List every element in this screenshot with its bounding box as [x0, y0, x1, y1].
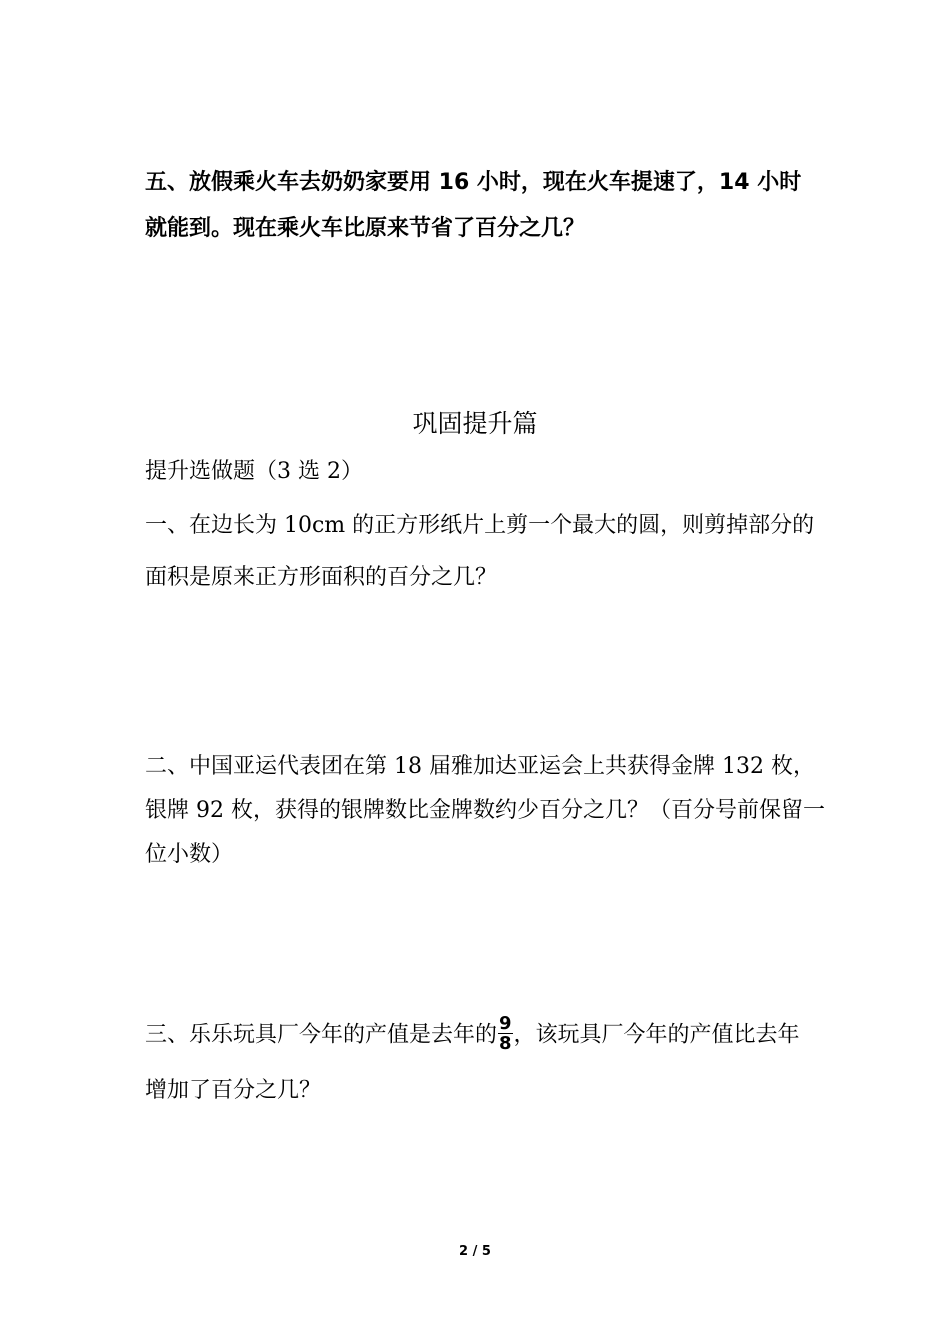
question-3-text-after: ，该玩具厂今年的产值比去年 — [513, 1022, 800, 1048]
question-1-line-2: 面积是原来正方形面积的百分之几？ — [145, 565, 498, 590]
question-5-line-2: 就能到。现在乘火车比原来节省了百分之几？ — [145, 216, 586, 241]
question-3-line-1 — [145, 1013, 800, 1055]
fraction — [498, 1014, 513, 1053]
question-2-line-1: 二、中国亚运代表团在第 18 届雅加达亚运会上共获得金牌 132 枚， — [145, 754, 815, 779]
section-subtitle: 提升选做题（3 选 2） — [145, 459, 363, 484]
fraction-numerator: 9 — [499, 1013, 512, 1034]
question-2-line-2: 银牌 92 枚，获得的银牌数比金牌数约少百分之几？（百分号前保留一 — [145, 798, 825, 823]
question-3-text-before: 三、乐乐玩具厂今年的产值是去年的 — [145, 1022, 498, 1048]
question-2-line-3: 位小数） — [145, 842, 234, 867]
page-number: 2 / 5 — [459, 1244, 491, 1259]
question-5-line-1: 五、放假乘火车去奶奶家要用 16 小时，现在火车提速了，14 小时 — [145, 170, 802, 195]
question-3-line-2: 增加了百分之几？ — [145, 1078, 322, 1103]
section-title: 巩固提升篇 — [412, 409, 538, 438]
question-1-line-1: 一、在边长为 10cm 的正方形纸片上剪一个最大的圆，则剪掉部分的 — [145, 513, 815, 538]
fraction-denominator: 8 — [499, 1033, 512, 1054]
